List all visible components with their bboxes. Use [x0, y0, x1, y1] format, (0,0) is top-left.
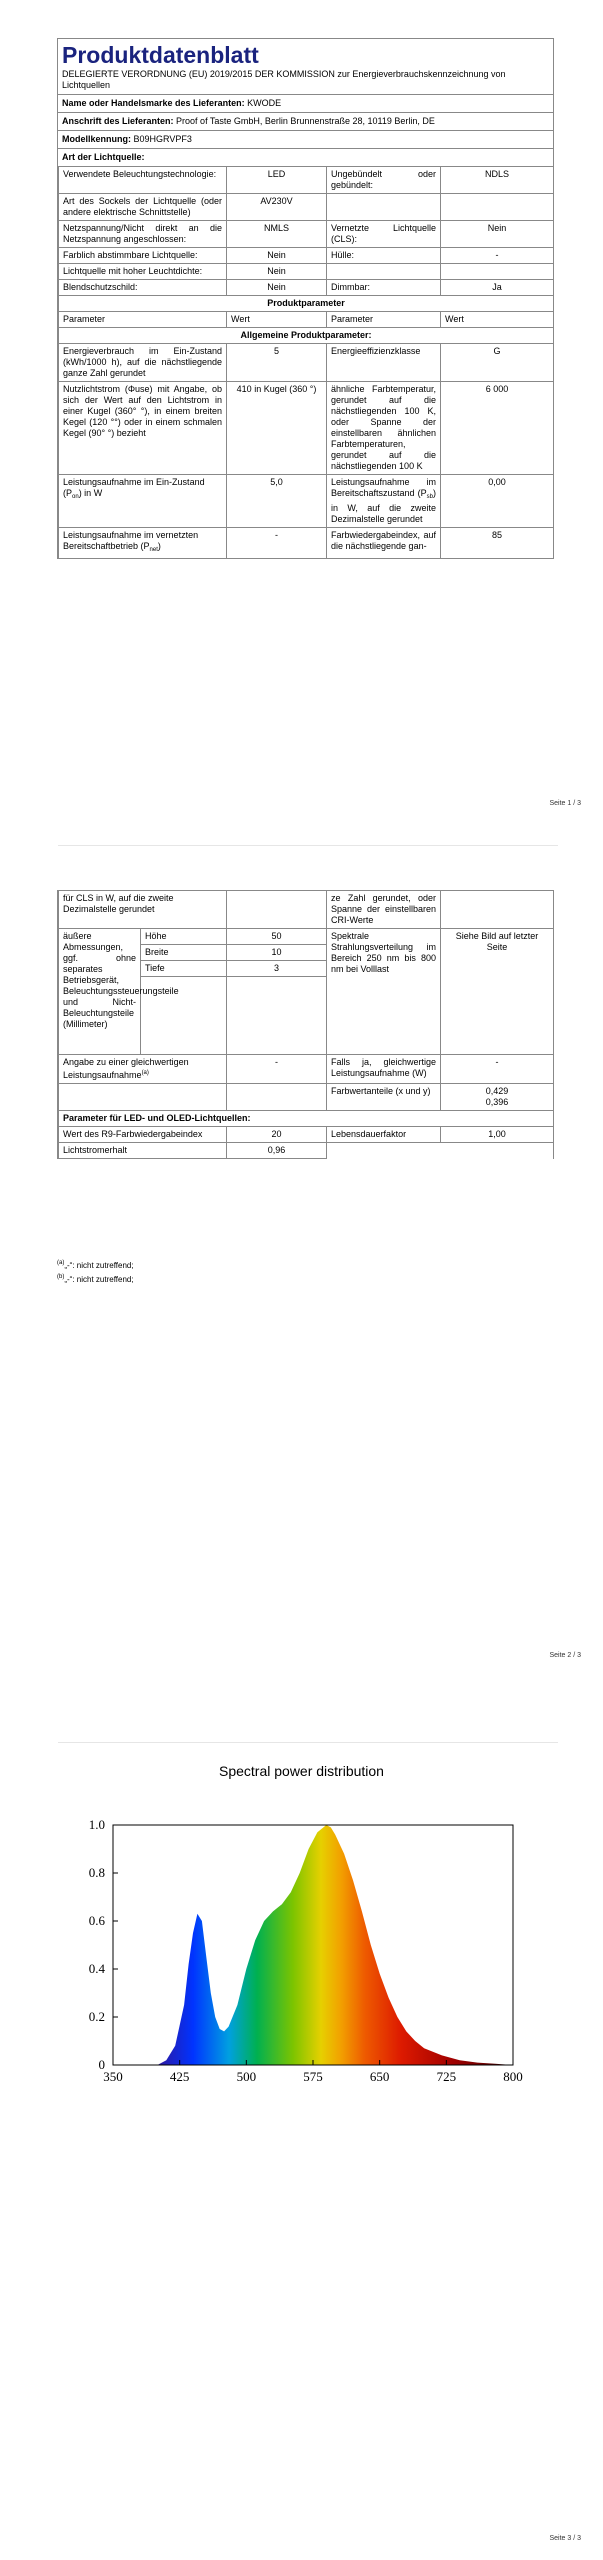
- table-cell: für CLS in W, auf die zweite Dezimalstelle gerundet: [59, 891, 227, 929]
- table-cell: G: [441, 344, 554, 382]
- page-number: Seite 3 / 3: [549, 2535, 581, 2542]
- table-cell: NDLS: [441, 167, 554, 194]
- table-cell: Spektrale Strahlungsverteilung im Bereich 250 nm bis 800 nm bei Volllast: [327, 929, 441, 1055]
- table-cell: äußere Abmessungen, ggf. ohne separates Betriebsgerät, Beleuchtungssteuerungsteile und Nicht-Beleuchtungsteile (Millimeter): [59, 929, 141, 1055]
- table-row: [59, 248, 554, 264]
- table-cell: Höhe: [141, 929, 227, 945]
- footnote-a: [57, 1258, 134, 1271]
- table-cell: 20: [227, 1127, 327, 1143]
- table-cell: [227, 1084, 327, 1111]
- table-cell: Falls ja, gleichwertige Leistungsaufnahme (W): [327, 1055, 441, 1084]
- cell-text: Leistungsaufnahme im Ein-Zustand (P: [63, 477, 205, 498]
- subscript: net: [149, 547, 158, 553]
- chroma-y: 0,396: [485, 1097, 509, 1107]
- y-tick-label: 0.2: [88, 2009, 105, 2024]
- supplier-address-label: Anschrift des Lieferanten:: [62, 116, 174, 126]
- table-cell: Netzspannung/Nicht direkt an die Netzspannung angeschlossen:: [59, 221, 227, 248]
- y-tick-label: 0: [98, 2057, 105, 2072]
- supplier-name-row: [58, 94, 553, 112]
- page-number: Seite 2 / 3: [549, 1652, 581, 1659]
- table-cell: Hülle:: [327, 248, 441, 264]
- table-cell: 85: [441, 528, 554, 559]
- supplier-name-label: Name oder Handelsmarke des Lieferanten:: [62, 98, 245, 108]
- model-value: B09HGRVPF3: [133, 134, 192, 144]
- column-header-row: [59, 312, 554, 328]
- page-number: Seite 1 / 3: [549, 800, 581, 807]
- spectrum-area: [113, 1825, 513, 2065]
- table-cell: [227, 891, 327, 929]
- table-cell: 3: [227, 961, 327, 977]
- table-row: [59, 1127, 554, 1143]
- table-cell: [327, 1143, 441, 1159]
- page-divider: [58, 1742, 558, 1743]
- table-row: [59, 194, 554, 221]
- table-cell: Farblich abstimmbare Lichtquelle:: [59, 248, 227, 264]
- x-tick-label: 575: [303, 2069, 323, 2084]
- column-header: Parameter: [59, 312, 227, 328]
- table-cell: 5: [227, 344, 327, 382]
- table-row: [59, 528, 554, 559]
- table-cell: Farbwiedergabeindex, auf die nächstliegende gan-: [327, 528, 441, 559]
- supplier-name-value: KWODE: [247, 98, 282, 108]
- cell-text: ): [157, 541, 161, 551]
- table-cell: Vernetzte Lichtquelle (CLS):: [327, 221, 441, 248]
- x-tick-label: 650: [369, 2069, 390, 2084]
- table-cell: Verwendete Beleuchtungstechnologie:: [59, 167, 227, 194]
- page-divider: [58, 845, 558, 846]
- table-row: [59, 929, 554, 945]
- page-1: [0, 0, 603, 815]
- y-tick-label: 0.6: [88, 1913, 105, 1928]
- section-heading: Allgemeine Produktparameter:: [59, 328, 554, 344]
- datasheet-table: [57, 38, 554, 559]
- table-cell: [441, 264, 554, 280]
- table-cell: Nein: [227, 248, 327, 264]
- table-cell: [327, 475, 441, 528]
- section-heading-row: [59, 1111, 554, 1127]
- subscript: on: [72, 494, 79, 500]
- footnote-text: „-“: nicht zutreffend;: [64, 1275, 134, 1284]
- table-cell: Lichtquelle mit hoher Leuchtdichte:: [59, 264, 227, 280]
- footnote-text: „-“: nicht zutreffend;: [64, 1261, 134, 1270]
- section-heading: Parameter für LED- und OLED-Lichtquellen:: [59, 1111, 554, 1127]
- table-row: [59, 167, 554, 194]
- table-cell: 1,00: [441, 1127, 554, 1143]
- table-cell: Nein: [227, 280, 327, 296]
- x-tick-label: 500: [236, 2069, 257, 2084]
- table-cell: Dimmbar:: [327, 280, 441, 296]
- chart-title: Spectral power distribution: [219, 1763, 384, 1779]
- plot-area: [89, 1817, 523, 2084]
- table-row: [59, 280, 554, 296]
- table-cell: Breite: [141, 945, 227, 961]
- column-header: Wert: [441, 312, 554, 328]
- table-cell: Art des Sockels der Lichtquelle (oder andere elektrische Schnittstelle): [59, 194, 227, 221]
- section-heading-row: [59, 296, 554, 312]
- cell-text: ) in W: [78, 488, 103, 498]
- table-cell: [59, 1055, 227, 1084]
- column-header: Parameter: [327, 312, 441, 328]
- table-cell: [441, 891, 554, 929]
- table-cell: AV230V: [227, 194, 327, 221]
- y-tick-label: 0.4: [88, 1961, 105, 1976]
- table-cell: Tiefe: [141, 961, 227, 977]
- table-cell: [441, 1084, 554, 1111]
- footnote-b: [57, 1272, 134, 1285]
- section-heading-row: [59, 328, 554, 344]
- table-cell: Nein: [441, 221, 554, 248]
- model-row: [58, 130, 553, 148]
- cell-text: Angabe zu einer gleichwertigen Leistungsaufnahme: [63, 1057, 189, 1080]
- table-cell: Energieeffizienzklasse: [327, 344, 441, 382]
- table-cell: -: [227, 528, 327, 559]
- table-cell: -: [227, 1055, 327, 1084]
- table-cell: ze Zahl gerundet, oder Spanne der einstellbaren CRI-Werte: [327, 891, 441, 929]
- table-cell: Nutzlichtstrom (Φuse) mit Angabe, ob sich der Wert auf den Lichtstrom in einer Kugel (360° °), in einem breiten Kegel (120 °°) oder in einem schmalen Kegel (90° °) bezieht: [59, 382, 227, 475]
- table-cell: Energieverbrauch im Ein-Zustand (kWh/1000 h), auf die nächstliegende ganze Zahl gerundet: [59, 344, 227, 382]
- chroma-x: 0,429: [485, 1086, 509, 1096]
- table-cell: 0,96: [227, 1143, 327, 1159]
- table-cell: [327, 264, 441, 280]
- table-row: [59, 382, 554, 475]
- datasheet-table-continued: [57, 890, 554, 1159]
- table-cell: [227, 977, 327, 1055]
- cell-text: ) in W, auf die zweite Dezimalstelle gerundet: [331, 488, 436, 524]
- cell-text: Leistungsaufnahme im vernetzten Bereitschaftbetrieb (P: [63, 530, 199, 551]
- table-cell: [59, 528, 227, 559]
- regulation-text: DELEGIERTE VERORDNUNG (EU) 2019/2015 DER KOMMISSION zur Energieverbrauchskennzeichnung von Lichtquellen: [62, 69, 506, 90]
- table-cell: 0,00: [441, 475, 554, 528]
- table-cell: Siehe Bild auf letzter Seite: [441, 929, 554, 1055]
- y-tick-label: 1.0: [88, 1817, 105, 1832]
- table-cell: LED: [227, 167, 327, 194]
- page-2: [0, 880, 603, 1680]
- column-header: Wert: [227, 312, 327, 328]
- table-row: [59, 1055, 554, 1084]
- table-row: [59, 891, 554, 929]
- table-row: [59, 1143, 554, 1159]
- table-cell: Ungebündelt oder gebündelt:: [327, 167, 441, 194]
- table-cell: [441, 1143, 554, 1159]
- subscript: sb: [426, 494, 433, 500]
- light-type-table: [58, 166, 554, 559]
- table-cell: [59, 475, 227, 528]
- params-table: [58, 890, 554, 1159]
- x-tick-label: 425: [169, 2069, 190, 2084]
- superscript: (b): [57, 1274, 65, 1280]
- table-cell: Lichtstromerhalt: [59, 1143, 227, 1159]
- x-tick-label: 350: [103, 2069, 123, 2084]
- section-heading: Produktparameter: [59, 296, 554, 312]
- page-title: Produktdatenblatt: [62, 42, 259, 68]
- light-type-heading: Art der Lichtquelle:: [58, 148, 553, 166]
- page-3: [0, 1745, 603, 2560]
- x-tick-label: 725: [436, 2069, 457, 2084]
- table-cell: Blendschutzschild:: [59, 280, 227, 296]
- table-cell: NMLS: [227, 221, 327, 248]
- table-row: [59, 344, 554, 382]
- table-cell: [327, 194, 441, 221]
- table-cell: [59, 1084, 227, 1111]
- table-cell: 10: [227, 945, 327, 961]
- table-row: [59, 475, 554, 528]
- table-row: [59, 264, 554, 280]
- superscript: (a): [57, 1260, 65, 1266]
- table-cell: 6 000: [441, 382, 554, 475]
- model-label: Modellkennung:: [62, 134, 131, 144]
- superscript: (a): [141, 1070, 149, 1076]
- table-row: [59, 221, 554, 248]
- table-cell: 5,0: [227, 475, 327, 528]
- table-row: [59, 1084, 554, 1111]
- table-cell: Wert des R9-Farbwiedergabeindex: [59, 1127, 227, 1143]
- table-cell: [441, 194, 554, 221]
- spectral-chart: [0, 1795, 603, 2095]
- table-cell: Lebensdauerfaktor: [327, 1127, 441, 1143]
- table-cell: Farbwertanteile (x und y): [327, 1084, 441, 1111]
- supplier-address-value: Proof of Taste GmbH, Berlin Brunnenstraße 28, 10119 Berlin, DE: [176, 116, 435, 126]
- cell-text: Leistungsaufnahme im Bereitschaftszustand (P: [331, 477, 436, 498]
- table-cell: 50: [227, 929, 327, 945]
- table-cell: ähnliche Farbtemperatur, gerundet auf die nächstliegenden 100 K, oder Spanne der einstellbaren ähnlichen Farbtemperaturen, gerundet auf die nächstliegenden 100 K: [327, 382, 441, 475]
- x-tick-label: 800: [503, 2069, 523, 2084]
- y-tick-label: 0.8: [88, 1865, 105, 1880]
- supplier-address-row: [58, 112, 553, 130]
- table-cell: Nein: [227, 264, 327, 280]
- table-cell: -: [441, 1055, 554, 1084]
- table-cell: -: [441, 248, 554, 264]
- table-cell: 410 in Kugel (360 °): [227, 382, 327, 475]
- table-cell: Ja: [441, 280, 554, 296]
